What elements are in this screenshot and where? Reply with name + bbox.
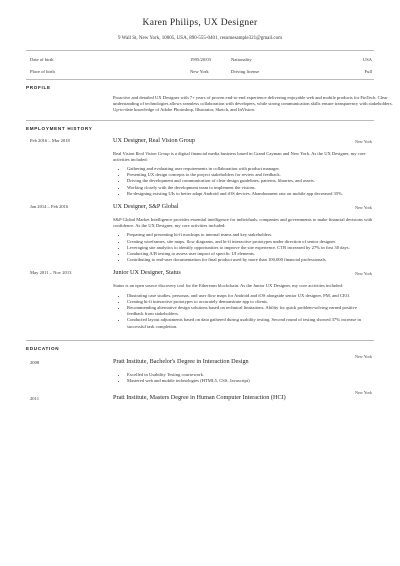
education-location: New York: [355, 353, 372, 359]
job-title: UX Designer, S&P Global: [113, 203, 179, 211]
divider: [26, 79, 374, 80]
profile-summary: Proactive and detailed UX Designer with 7+ years of proven end-to-end experience delivering enjoyable web and mobile products for FinTech. Clear understanding of technologies allows seamless collaboration with developers, while strong communication skills ensure transparency with stakeholders. Up-to-date knowledge of Adobe Photoshop, Illustrator, Sketch, and InVision.: [113, 95, 393, 113]
license-value: Full: [364, 69, 372, 74]
section-heading: PROFILE: [26, 85, 51, 90]
list-item: • Gathering and evaluating user requirements in collaboration with product manager.: [127, 166, 373, 172]
job-bullets: [113, 166, 373, 197]
section-heading: EMPLOYMENT HISTORY: [26, 125, 93, 131]
list-item: • Presenting UX design concepts to the project stakeholders for review and feedback.: [127, 172, 373, 178]
job-description: Status is an open source discovery tool for the Ethereum blockchain. As the Junior UX Designer, my core activities included:: [113, 283, 344, 289]
job-bullets: [113, 232, 373, 263]
job-dates: Jan 2014 – Feb 2016: [30, 204, 69, 210]
job-entry: [26, 137, 374, 197]
dob-value: 1995/20/03: [190, 57, 211, 62]
license-label: Driving license: [231, 69, 260, 74]
nationality-value: USA: [362, 57, 372, 62]
education-bullets: [113, 372, 353, 384]
profile-section: [26, 85, 393, 120]
section-heading: EDUCATION: [26, 345, 60, 351]
degree-title: Pratt Institute, Masters Degree in Human Computer Interaction (HCI): [113, 394, 286, 402]
job-dates: May 2011 – Nov 2013: [30, 270, 72, 276]
list-item: • Illustrating case studies, personas, and user flow maps for Android and iOS alongside senior UX designer, PM, and CEO.: [127, 293, 373, 299]
job-description: S&P Global Market Intelligence provides essential intelligence for individuals, companies and governments to make financial decisions with confidence. As the UX Designer, my core activities included:: [113, 217, 373, 229]
list-item: • Creating hi-fi interactive prototypes to accurately demonstrate app to clients.: [127, 299, 373, 305]
job-entry: [26, 203, 374, 263]
education-date: 2008: [30, 359, 40, 365]
job-location: New York: [355, 271, 372, 277]
job-bullets: [113, 293, 373, 330]
job-location: New York: [355, 138, 372, 144]
list-item: • Recommending alternative design solutions based on technical limitations. Ability for quick problem-solving earned positive feedback from stakeholders.: [127, 305, 373, 317]
job-description: Real Vision Real Vision Group is a digital financial media business based in Grand Cayman and New York. As the UX Designer, my core activities included:: [113, 150, 366, 162]
divider: [26, 340, 374, 341]
resume-header: [26, 0, 374, 41]
education-section: [26, 346, 374, 402]
employment-section: [26, 126, 374, 330]
degree-title: Pratt Institute, Bachelor's Degree in Interaction Design: [113, 357, 249, 365]
education-entry: [26, 353, 374, 384]
list-item: • Driving the development and communication of clear design guidelines, patterns, libraries, and assets.: [127, 178, 373, 184]
list-item: • Working closely with the development team to implement the visions.: [127, 185, 373, 191]
divider: [26, 120, 374, 121]
nationality-label: Nationality: [231, 57, 252, 62]
list-item: • Creating wireframes, site maps, flow diagrams, and hi-fi interactive prototypes under direction of senior designer.: [127, 239, 373, 245]
personal-details: [26, 51, 374, 79]
job-dates: Feb 2016 – Mar 2018: [30, 137, 70, 143]
list-item: • Leveraging site analytics to identify opportunities to improve the site experience. CTR increased by 27% in first 30 days.: [127, 245, 373, 251]
job-title: Junior UX Designer, Status: [113, 269, 181, 277]
contact-line: 9 Wall St, New York, 10005, USA, 890-555-0401, resumesample321@gmail.com: [118, 36, 282, 41]
list-item: • Contributing to end-user documentation for final product used by more than 100,000 financial professionals.: [127, 257, 373, 263]
candidate-name: Karen Philips, UX Designer: [142, 18, 258, 28]
job-title: UX Designer, Real Vision Group: [113, 136, 195, 144]
list-item: • Conducted layout adjustments based on data gathered during usability testing. Second round of testing showed 37% increase in successful task completion.: [127, 317, 373, 329]
list-item: • Re-designing existing UIs to better adapt Android and iOS devices. Abandonment rate on mobile app decreased 35%.: [127, 191, 373, 197]
pob-value: New York: [190, 69, 209, 74]
job-location: New York: [355, 205, 372, 211]
education-entry: [26, 390, 374, 402]
dob-label: Date of birth: [30, 57, 54, 62]
list-item: • Excelled in Usability Testing coursework.: [127, 372, 353, 378]
education-date: 2011: [30, 396, 40, 402]
job-entry: [26, 269, 374, 329]
list-item: • Preparing and presenting hi-fi mockups to internal teams and key stakeholders.: [127, 232, 373, 238]
education-location: New York: [355, 390, 372, 396]
list-item: • Conducting A/B testing to assess user impact of specific UI elements.: [127, 251, 373, 257]
list-item: • Mastered web and mobile technologies (HTML5, CSS, Javascript): [127, 378, 353, 384]
pob-label: Place of birth: [30, 69, 55, 74]
